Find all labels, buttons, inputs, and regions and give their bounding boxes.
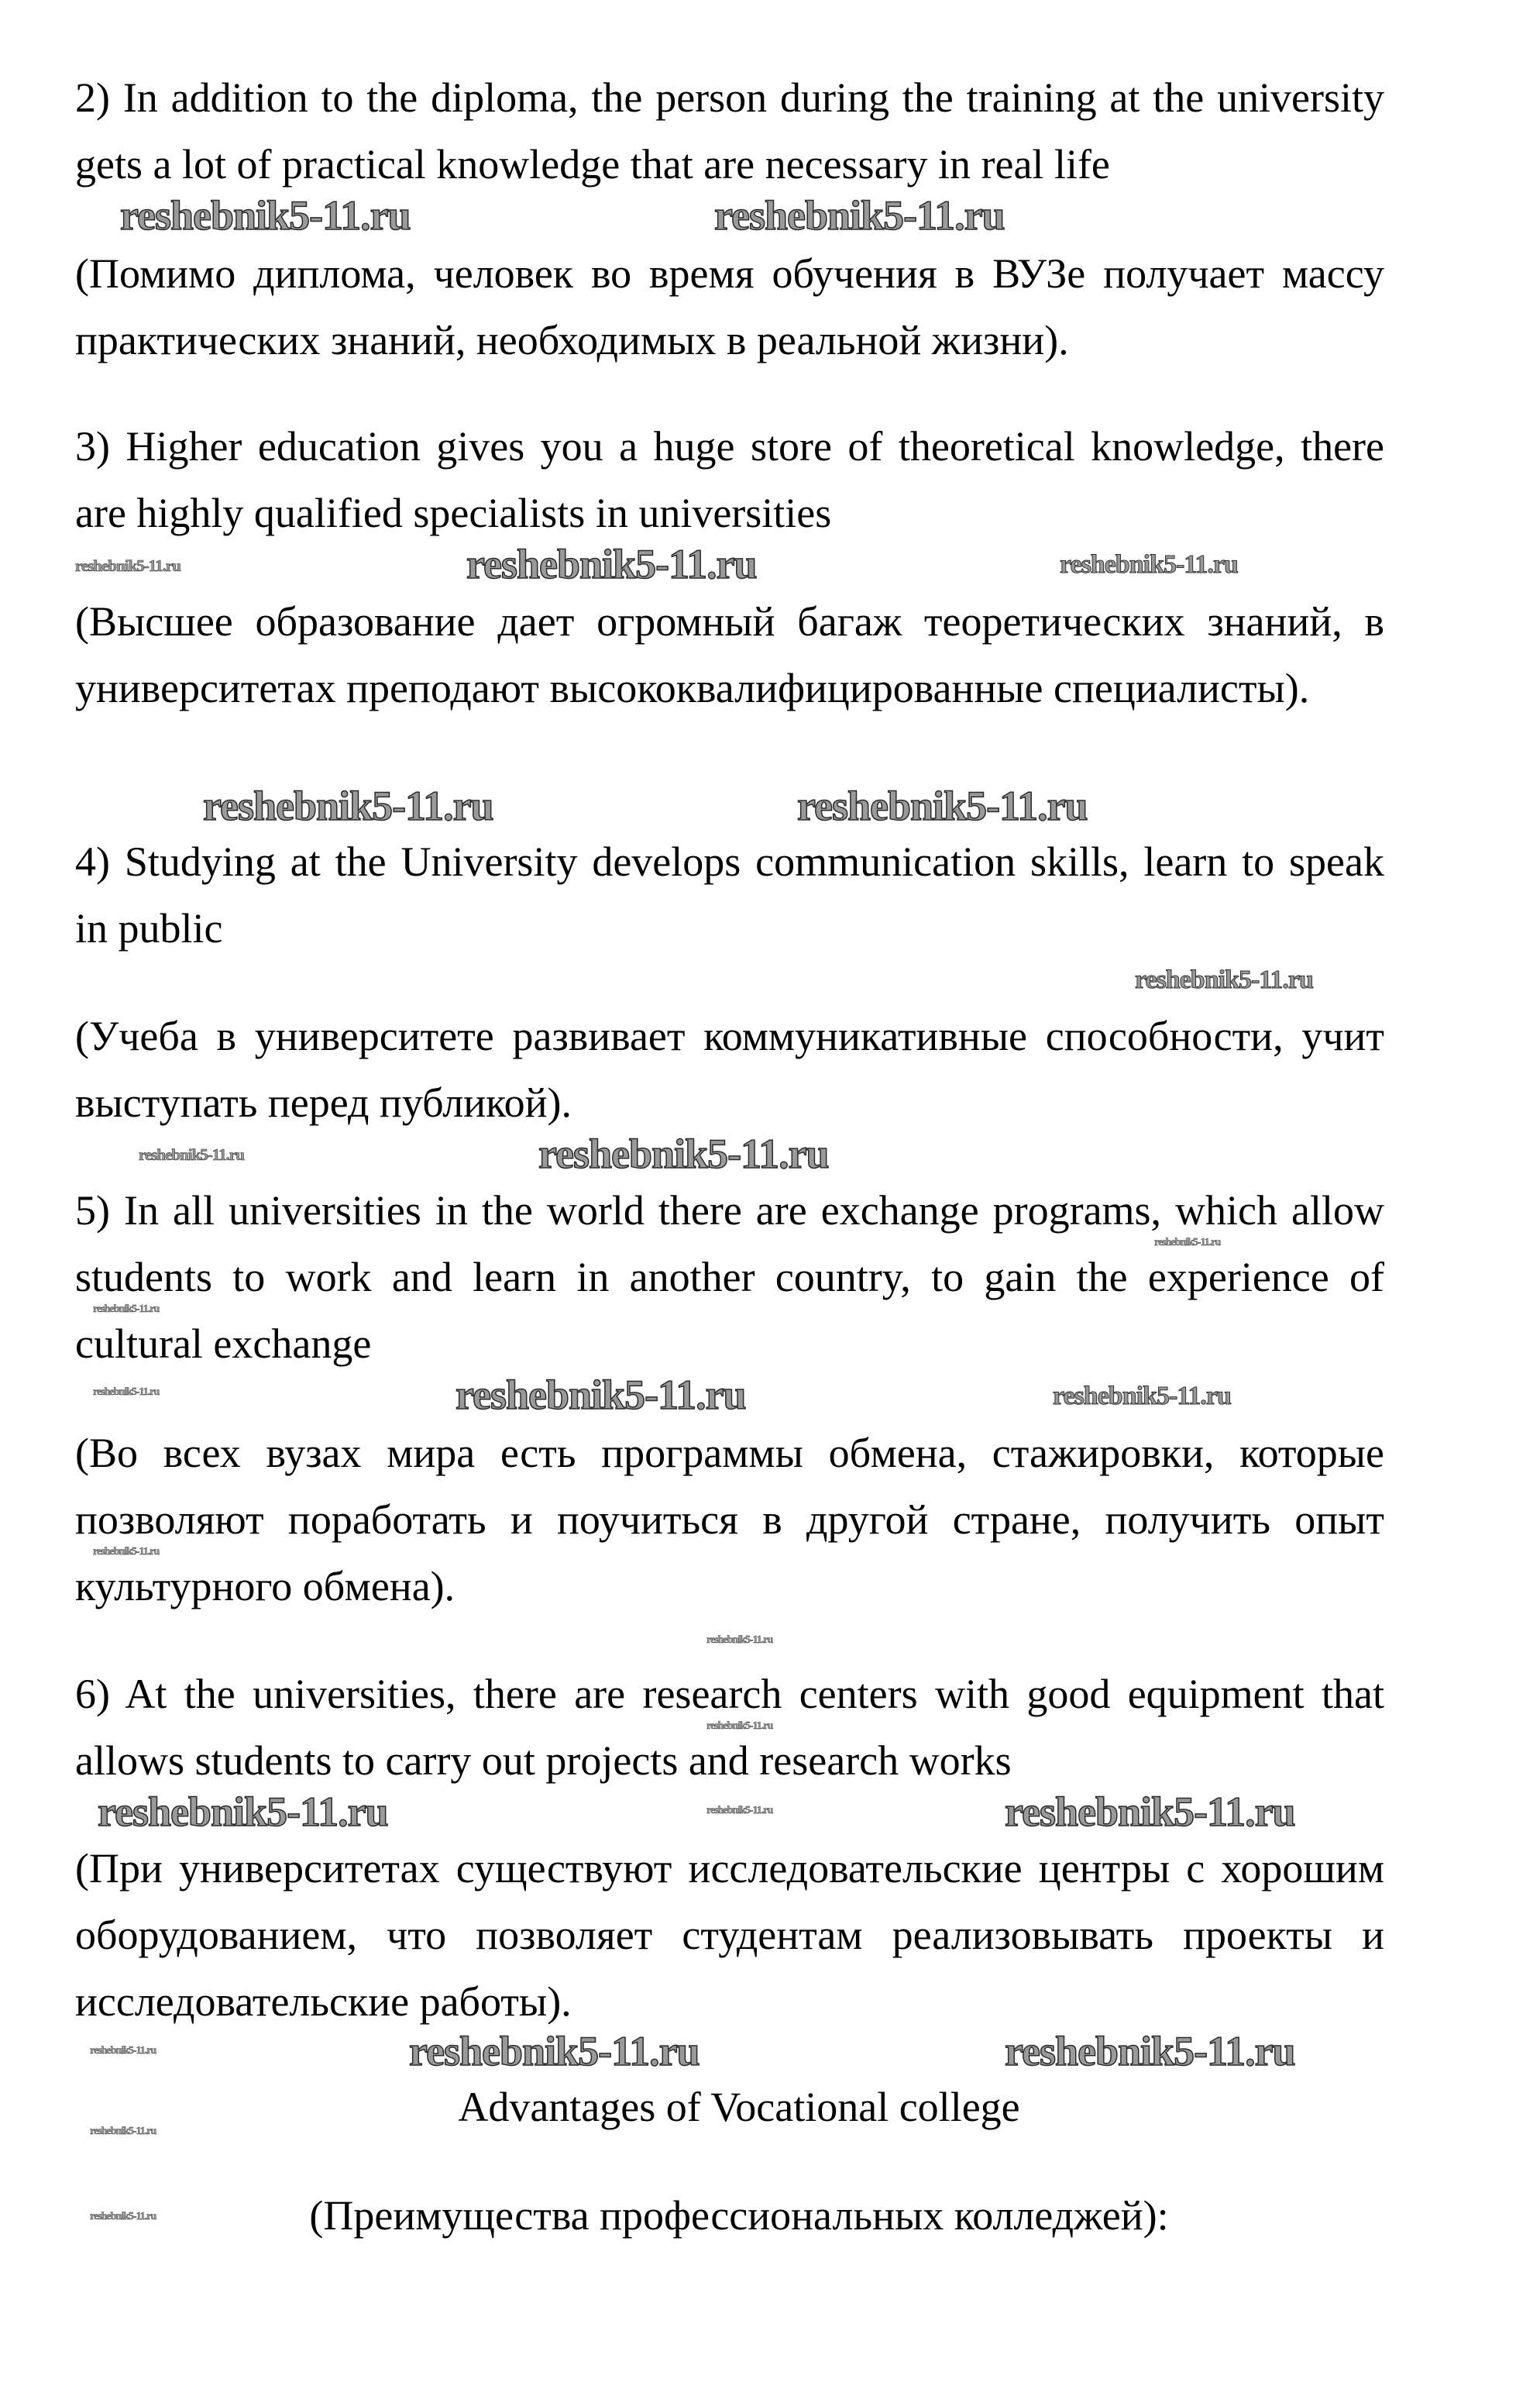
item-4-russian: (Учеба в университете развивает коммуникативные способности, учит выступать перед публикой). [75,1013,1384,1126]
watermark: reshebnik5-11.ru [75,556,180,575]
watermark: reshebnik5-11.ru [706,1720,773,1732]
watermark: reshebnik5-11.ru [90,2211,156,2222]
watermark: reshebnik5-11.ru [714,192,1005,239]
item-6-russian: (При университетах существуют исследовательские центры с хорошим оборудованием, что позволяет студентам реализовывать проекты и исследовательские работы). [75,1845,1384,2025]
watermark: reshebnik5-11.ru [98,1788,388,1835]
watermark: reshebnik5-11.ru [1005,2028,1295,2074]
watermark: reshebnik5-11.ru [797,783,1088,829]
watermark: reshebnik5-11.ru [455,1372,746,1418]
item-3-english: 3) Higher education gives you a huge store of theoretical knowledge, there are highly qualified specialists in universities [75,423,1384,536]
watermark: reshebnik5-11.ru [706,1805,773,1816]
watermark: reshebnik5-11.ru [538,1131,829,1177]
watermark: reshebnik5-11.ru [1005,1788,1295,1835]
watermark: reshebnik5-11.ru [90,2045,156,2057]
watermark: reshebnik5-11.ru [1154,1237,1221,1248]
watermark: reshebnik5-11.ru [93,1386,160,1398]
item-5-english: 5) In all universities in the world there are exchange programs, which allow students to work and learn in another country, to gain the experience of cultural exchange [75,1187,1384,1367]
watermark: reshebnik5-11.ru [1060,550,1238,579]
section-heading: Advantages of Vocational college [458,2084,1020,2130]
watermark: reshebnik5-11.ru [90,2126,156,2137]
watermark: reshebnik5-11.ru [203,783,493,829]
watermark: reshebnik5-11.ru [466,541,757,587]
item-6-english: 6) At the universities, there are research centers with good equipment that allows students to carry out projects and research works [75,1671,1384,1784]
item-2-english: 2) In addition to the diploma, the person during the training at the university gets a lot of practical knowledge that are necessary in real life [75,74,1384,188]
item-4-english: 4) Studying at the University develops communication skills, learn to speak in public [75,838,1384,952]
watermark: reshebnik5-11.ru [93,1546,160,1558]
watermark: reshebnik5-11.ru [409,2028,700,2074]
watermark: reshebnik5-11.ru [139,1145,244,1164]
item-5-russian: (Во всех вузах мира есть программы обмена, стажировки, которые позволяют поработать и поучиться в другой стране, получить опыт культурного обмена). [75,1430,1384,1609]
watermark: reshebnik5-11.ru [1135,966,1313,994]
section-subheading: (Преимущества профессиональных колледжей): [309,2192,1169,2239]
watermark: reshebnik5-11.ru [93,1303,160,1315]
item-2-russian: (Помимо диплома, человек во время обучения в ВУЗе получает массу практических знаний, необходимых в реальной жизни). [75,250,1384,363]
watermark: reshebnik5-11.ru [120,192,411,239]
watermark: reshebnik5-11.ru [706,1634,773,1646]
watermark: reshebnik5-11.ru [1053,1382,1231,1410]
item-3-russian: (Высшее образование дает огромный багаж теоретических знаний, в университетах преподают высококвалифицированные специалисты). [75,598,1384,711]
